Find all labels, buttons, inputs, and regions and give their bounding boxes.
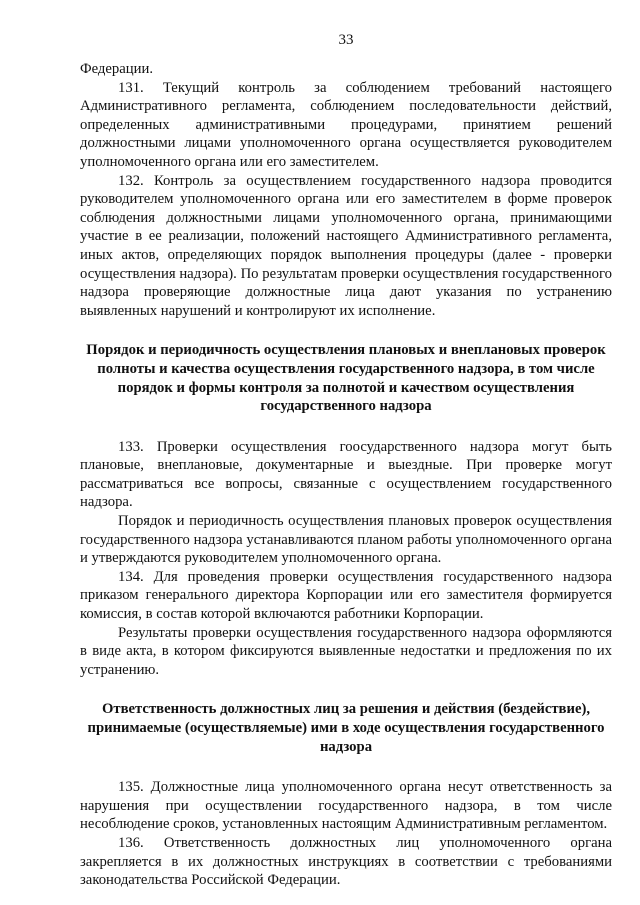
- section-heading-responsibility: Ответственность должностных лиц за решения и действия (бездействие), принимаемые (осуществляемые) ими в ходе осуществления государственного надзора: [87, 701, 605, 755]
- paragraph-131: 131. Текущий контроль за соблюдением требований настоящего Административного регламента, соблюдением последовательности действий, определенных административными процедурами, принятием решений должностными лицами уполномоченного органа осуществляется руководителем уполномоченного органа или его заместителем.: [80, 79, 612, 170]
- section-heading-inspections: Порядок и периодичность осуществления плановых и внеплановых проверок полноты и качества осуществления государственного надзора, в том числе порядок и формы контроля за полнотой и качеством осуществления государственного надзора: [86, 342, 606, 415]
- paragraph-136: 136. Ответственность должностных лиц уполномоченного органа закрепляется в их должностных инструкциях в соответствии с требованиями законодательства Российской Федерации.: [80, 834, 612, 889]
- document-body: [80, 60, 612, 890]
- section-responsibility: [80, 700, 612, 889]
- document-page: [80, 0, 612, 905]
- paragraph-134: 134. Для проведения проверки осуществления государственного надзора приказом генерального директора Корпорации или его заместителя формируется комиссия, в состав которой включаются работники Корпорации.: [80, 568, 612, 623]
- section-inspections: [80, 341, 612, 679]
- paragraph-135: 135. Должностные лица уполномоченного органа несут ответственность за нарушения при осуществлении государственного надзора, в том числе несоблюдение сроков, установленных настоящим Административным регламентом.: [80, 779, 612, 833]
- paragraph-132: 132. Контроль за осуществлением государственного надзора проводится руководителем уполномоченного органа или его заместителем в форме проверок соблюдения должностными лицами уполномоченного органа, принимающими участие в ее реализации, положений настоящего Административного регламента, иных актов, определяющих порядок выполнения процедуры (далее - проверки осуществления надзора). По результатам проверки осуществления государственного надзора проверяющие должностные лица дают указания по устранению выявленных нарушений и контролируют их исполнение.: [80, 172, 612, 319]
- paragraph-inspection-results: Результаты проверки осуществления государственного надзора оформляются в виде акта, в котором фиксируются выявленные недостатки и предложения по их устранению.: [80, 624, 612, 678]
- paragraph-inspection-schedule: Порядок и периодичность осуществления плановых проверок осуществления государственного надзора устанавливаются планом работы уполномоченного органа и утверждаются руководителем уполномоченного органа.: [80, 513, 612, 567]
- section-control-text: [80, 60, 612, 320]
- page-number: 33: [338, 32, 354, 48]
- paragraph: Федерации.: [80, 61, 154, 77]
- paragraph-133: 133. Проверки осуществления гоосударственного надзора могут быть плановые, внеплановые, документарные и выездные. При проверке могут рассматриваться все вопросы, связанные с осуществлением государственного надзора.: [80, 438, 612, 511]
